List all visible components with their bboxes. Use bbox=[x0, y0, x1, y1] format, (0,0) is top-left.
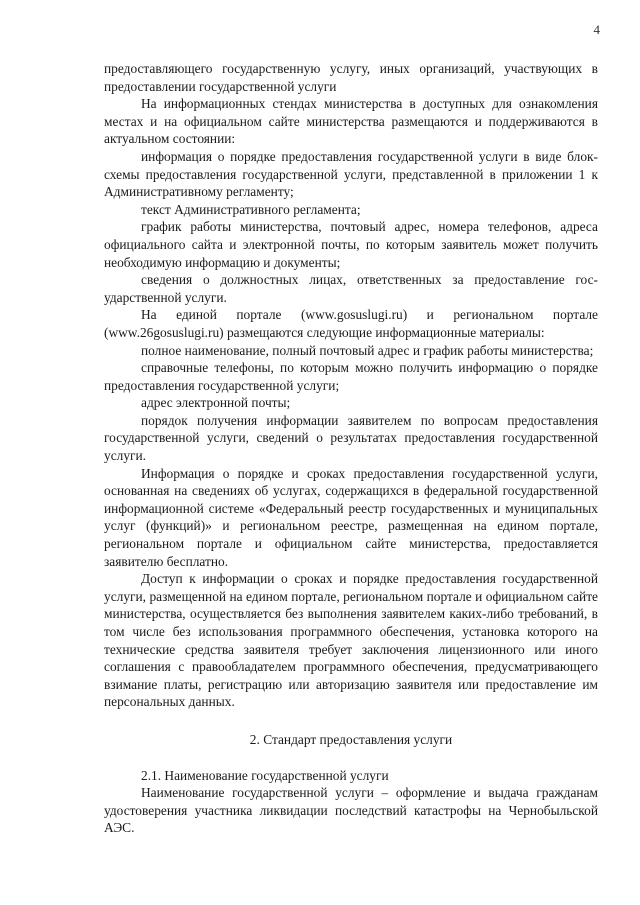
subsection-title: 2.1. Наименование государственной услуги bbox=[141, 767, 389, 783]
paragraph: Доступ к информации о сроках и порядке предоставления государственной услуги, размещенной на едином портале, региональном портале и официальном сайте министерства, осуществляется без выполнения заявителем каких-либо требований, в том числе без использования программного обеспечения, установка которого на технические средства заявителя требует заключения лицензионного или иного соглашения с правообладателем программного обеспечения, предусматривающего взимание платы, регистрацию или авторизацию заявителя или предоставление им персональных данных. bbox=[104, 571, 598, 710]
paragraph: сведения о должностных лицах, ответственных за предоставление государственной услуги. bbox=[104, 272, 598, 305]
paragraph: адрес электронной почты; bbox=[141, 395, 291, 411]
page-number: 4 bbox=[593, 22, 600, 37]
paragraph: справочные телефоны, по которым можно получить информацию о порядке предоставления государственной услуги; bbox=[104, 360, 598, 393]
paragraph: полное наименование, полный почтовый адрес и график работы министерства; bbox=[141, 342, 594, 358]
paragraph: график работы министерства, почтовый адрес, номера телефонов, адреса официального сайта и электронной почты, по которым заявитель может получить необходимую информацию и документы; bbox=[104, 219, 598, 270]
section-title: 2. Стандарт предоставления услуги bbox=[249, 731, 453, 747]
paragraph: информация о порядке предоставления государственной услуги в виде блок-схемы предоставления государственной услуги, представленной в приложении 1 к Административному регламенту; bbox=[104, 148, 598, 200]
paragraph: На информационных стендах министерства в доступных для ознакомления местах и на официальном сайте министерства размещаются и поддерживаются в актуальном состоянии: bbox=[104, 96, 598, 147]
paragraph: На единой портале (www.gosuslugi.ru) и региональном портале (www.26gosuslugi.ru) размещаются следующие информационные материалы: bbox=[104, 307, 598, 340]
paragraph: Информация о порядке и сроках предоставления государственной услуги, основанная на сведениях об услугах, содержащихся в федеральной государственной информационной системе «Федеральный реестр государственных и муниципальных услуг (функций)» и региональном реестре, размещенная на едином портале, региональном портале и официальном сайте министерства, предоставляется заявителю бесплатно. bbox=[104, 465, 598, 569]
paragraph: предоставляющего государственную услугу, иных организаций, участвующих в предоставлении государственной услуги bbox=[104, 61, 598, 94]
paragraph: текст Административного регламента; bbox=[141, 201, 361, 217]
paragraph: Наименование государственной услуги – оформление и выдача гражданам удостоверения участника ликвидации последствий катастрофы на Чернобыльской АЭС. bbox=[104, 785, 598, 836]
paragraph: порядок получения информации заявителем по вопросам предоставления государственной услуги, сведений о результатах предоставления государственной услуги. bbox=[104, 412, 598, 464]
document-body bbox=[104, 60, 598, 837]
